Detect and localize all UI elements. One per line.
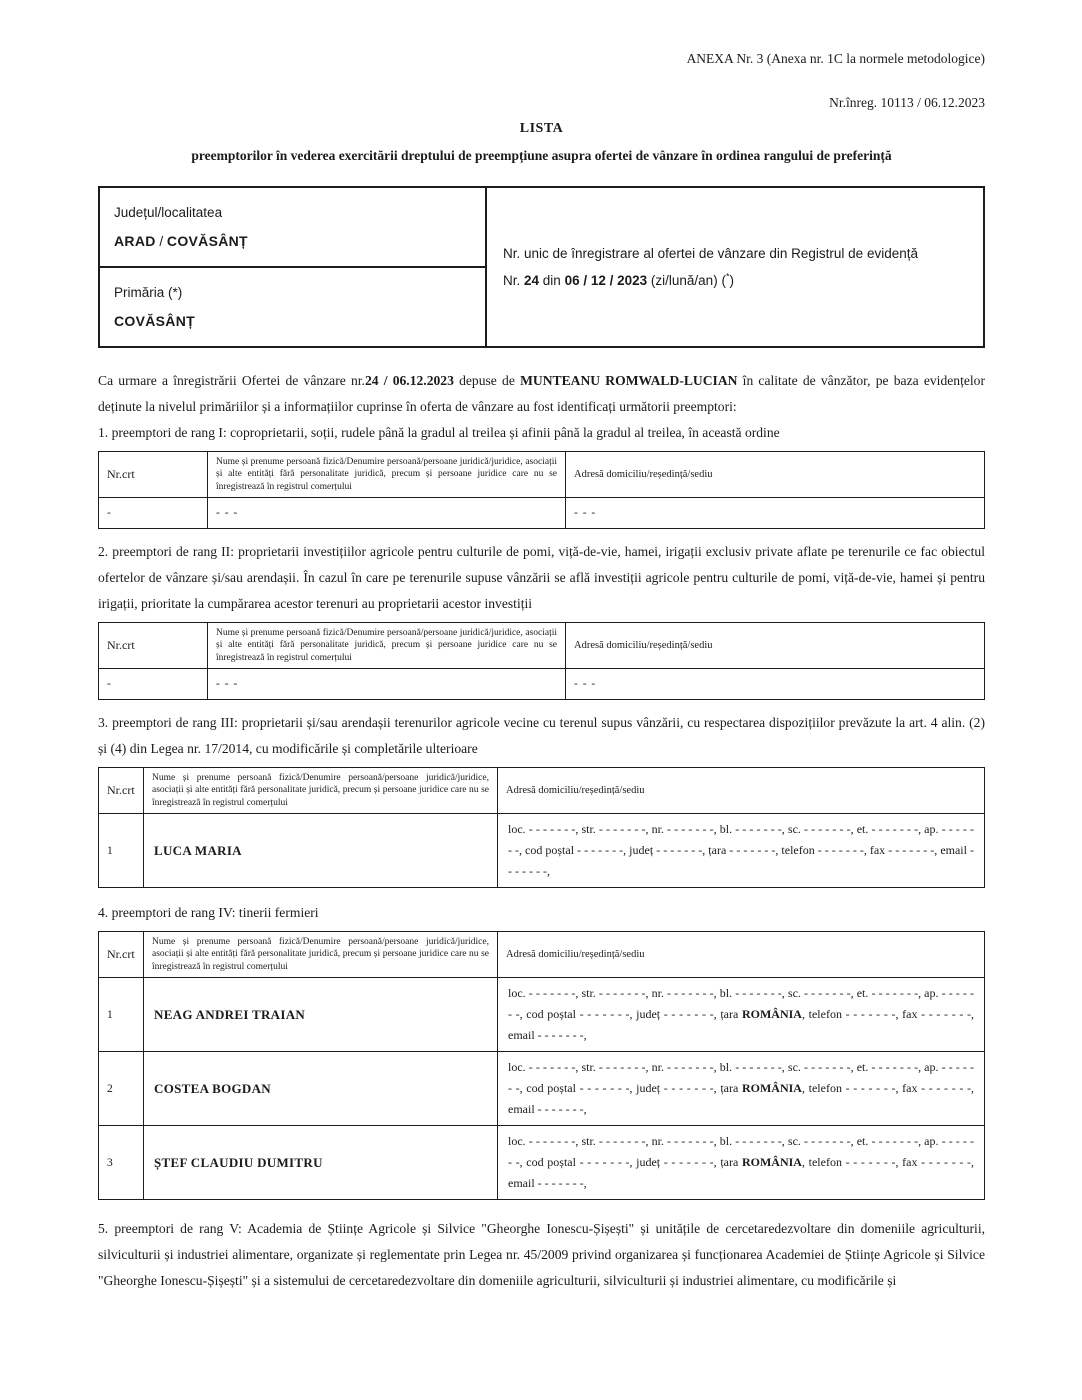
empty-name-cell: - - -	[208, 669, 566, 700]
address-fields: loc. - - - - - - -, str. - - - - - - -, nr. - - - - - - -, bl. - - - - - - -, sc. - - - - - - -, et. - - - - - - -, ap. - - - - - - -, cod poștal - - - - - - -, județ - - - - - - -, țara	[508, 1060, 974, 1095]
address-country: ROMÂNIA	[741, 1007, 802, 1021]
col-header-name: Nume și prenume persoană fizică/Denumire persoană/persoane juridică/juridice, asociații și alte entități fără personalitate juridică, precum și persoane juridice care nu se înregistrează în registrul comerțului	[208, 452, 566, 498]
registration-info-table	[98, 186, 985, 348]
row-number-cell: 3	[99, 1126, 144, 1200]
unique-registration-cell	[486, 187, 984, 347]
preemptor-address-cell	[498, 978, 985, 1052]
rank4-heading: 4. preemptori de rang IV: tinerii fermieri	[98, 905, 319, 920]
intro-text-3: în calitate de vânzător, pe baza evidențelor deținute la nivelul primăriilor și a informațiilor cuprinse în oferta de vânzare au fost identificați următorii preemptori:	[98, 373, 985, 414]
rank2-empty-row	[99, 669, 985, 700]
anexa-line: ANEXA Nr. 3 (Anexa nr. 1C la normele metodologice)	[686, 51, 985, 66]
col-header-address: Adresă domiciliu/reședință/sediu	[566, 452, 985, 498]
intro-paragraph	[98, 368, 985, 420]
address-country: ROMÂNIA	[741, 1081, 802, 1095]
townhall-cell	[99, 267, 486, 347]
unique-registration-text: Nr. unic de înregistrare al ofertei de vânzare din Registrul de evidență	[503, 246, 918, 261]
col-header-address: Adresă domiciliu/reședință/sediu	[498, 768, 985, 814]
empty-address-cell: - - -	[566, 669, 985, 700]
registration-number-value-line	[503, 267, 967, 294]
col-header-name: Nume și prenume persoană fizică/Denumire persoană/persoane juridică/juridice, asociații și alte entități fără personalitate juridică, precum și persoane juridice care nu se înregistrează în registrul comerțului	[144, 768, 498, 814]
rank4-row-1	[99, 978, 985, 1052]
preemptor-name-cell: ȘTEF CLAUDIU DUMITRU	[144, 1126, 498, 1200]
address-fields-tail: , telefon - - - - - - -, fax - - - - - - -, email - - - - - - -,	[508, 1155, 974, 1190]
address-fields: loc. - - - - - - -, str. - - - - - - -, nr. - - - - - - -, bl. - - - - - - -, sc. - - - - - - -, et. - - - - - - -, ap. - - - - - - -, cod poștal - - - - - - -, județ - - - - - - -, țara	[508, 1134, 974, 1169]
intro-text-1: Ca urmare a înregistrării Ofertei de vânzare nr.	[98, 373, 365, 388]
rank5-heading: 5. preemptori de rang V: Academia de Științe Agricole și Silvice "Gheorghe Ionescu-Șișești" și unitățile de cercetaredezvoltare din domeniile agriculturii, silviculturii și industriei alimentare, organizate și reglementate prin Legea nr. 45/2009 privind organizarea și funcționarea Academiei de Științe Agricole și Silvice "Gheorghe Ionescu-Șișești" și a sistemului de cercetaredezvoltare din domeniile agriculturii, silviculturii și industriei alimentare, cu modificările și	[98, 1221, 985, 1288]
rank3-table	[98, 767, 985, 888]
county-cell	[99, 187, 486, 267]
preemptor-name-cell: NEAG ANDREI TRAIAN	[144, 978, 498, 1052]
col-header-nr: Nr.crt	[99, 452, 208, 498]
row-number-cell: 1	[99, 978, 144, 1052]
page-subtitle: preemptorilor în vederea exercitării dreptului de preempțiune asupra ofertei de vânzare în ordinea rangului de preferință	[191, 148, 892, 163]
nr-suffix: (zi/lună/an) (	[647, 273, 726, 288]
empty-nr-cell: -	[99, 498, 208, 529]
rank3-row-1	[99, 814, 985, 888]
county-name: ARAD	[114, 233, 156, 249]
rank4-row-3	[99, 1126, 985, 1200]
nr-close-paren: )	[729, 273, 734, 288]
col-header-nr: Nr.crt	[99, 932, 144, 978]
preemptor-name-cell: LUCA MARIA	[144, 814, 498, 888]
intro-text-2: depuse de	[453, 373, 521, 388]
rank1-empty-row	[99, 498, 985, 529]
rank3-heading: 3. preemptori de rang III: proprietarii și/sau arendașii terenurilor agricole vecine cu terenul supus vânzării, cu respectarea dispozițiilor prevăzute la art. 4 alin. (2) și (4) din Legea nr. 17/2014, cu modificările și completările ulterioare	[98, 715, 985, 756]
address-country: ROMÂNIA	[741, 1155, 802, 1169]
preemptor-address-cell	[498, 1126, 985, 1200]
rank2-heading: 2. preemptori de rang II: proprietarii investițiilor agricole pentru culturile de pomi, viță-de-vie, hamei, irigații exclusiv private aflate pe terenurile ce fac obiectul ofertelor de vânzare și/sau arendașii. În cazul în care pe terenurile supuse vânzării se află investiții agricole pentru culturile de pomi, viță-de-vie, hamei și pentru irigații, prioritate la cumpărarea acestor terenuri au proprietarii acestor investiții	[98, 544, 985, 611]
rank3-header-row	[99, 768, 985, 814]
townhall-value: COVĂSÂNȚ	[114, 313, 195, 329]
county-value	[114, 227, 471, 256]
rank1-header-row	[99, 452, 985, 498]
preemptor-name-cell: COSTEA BOGDAN	[144, 1052, 498, 1126]
col-header-address: Adresă domiciliu/reședință/sediu	[498, 932, 985, 978]
nr-prefix: Nr.	[503, 273, 525, 288]
empty-address-cell: - - -	[566, 498, 985, 529]
col-header-name: Nume și prenume persoană fizică/Denumire persoană/persoane juridică/juridice, asociații și alte entități fără personalitate juridică, precum și persoane juridice care nu se înregistrează în registrul comerțului	[144, 932, 498, 978]
offer-number: 24	[524, 273, 540, 288]
col-header-name: Nume și prenume persoană fizică/Denumire persoană/persoane juridică/juridice, asociații și alte entități fără personalitate juridică, precum și persoane juridice care nu se înregistrează în registrul comerțului	[208, 623, 566, 669]
locality-name: COVĂSÂNȚ	[166, 233, 248, 249]
rank4-row-2	[99, 1052, 985, 1126]
row-number-cell: 1	[99, 814, 144, 888]
col-header-address: Adresă domiciliu/reședință/sediu	[566, 623, 985, 669]
preemptor-address-cell	[498, 1052, 985, 1126]
townhall-label: Primăria (*)	[114, 285, 183, 300]
address-fields-tail: , telefon - - - - - - -, fax - - - - - - -, email - - - - - - -,	[508, 1081, 974, 1116]
county-row	[99, 187, 984, 267]
empty-nr-cell: -	[99, 669, 208, 700]
county-label: Județul/localitatea	[114, 205, 223, 220]
col-header-nr: Nr.crt	[99, 623, 208, 669]
preemptor-address-cell: loc. - - - - - - -, str. - - - - - - -, nr. - - - - - - -, bl. - - - - - - -, sc. - - - - - - -, et. - - - - - - -, ap. - - - - - - -, cod poștal - - - - - - -, județ - - - - - - -, țara - - - - - - -, telefon - - - - - - -, fax - - - - - - -, email - - - - - - -,	[498, 814, 985, 888]
registration-number-line: Nr.înreg. 10113 / 06.12.2023	[829, 95, 985, 110]
empty-name-cell: - - -	[208, 498, 566, 529]
offer-date: 06 / 12 / 2023	[564, 273, 648, 288]
county-separator: /	[155, 234, 167, 249]
rank2-table	[98, 622, 985, 700]
page-title: LISTA	[519, 121, 564, 136]
rank2-header-row	[99, 623, 985, 669]
rank4-table	[98, 931, 985, 1200]
footnote-asterisk: *	[725, 271, 730, 282]
rank4-header-row	[99, 932, 985, 978]
address-fields: loc. - - - - - - -, str. - - - - - - -, nr. - - - - - - -, bl. - - - - - - -, sc. - - - - - - -, et. - - - - - - -, ap. - - - - - - -, cod poștal - - - - - - -, județ - - - - - - -, țara	[508, 986, 974, 1021]
rank1-table	[98, 451, 985, 529]
col-header-nr: Nr.crt	[99, 768, 144, 814]
nr-mid: din	[539, 273, 565, 288]
row-number-cell: 2	[99, 1052, 144, 1126]
rank1-heading: 1. preemptori de rang I: coproprietarii, soții, rudele până la gradul al treilea și afinii până la gradul al treilea, în această ordine	[98, 425, 780, 440]
offer-number-date: 24 / 06.12.2023	[364, 373, 454, 388]
seller-name: MUNTEANU ROMWALD-LUCIAN	[520, 373, 738, 388]
address-fields-tail: , telefon - - - - - - -, fax - - - - - - -, email - - - - - - -,	[508, 1007, 974, 1042]
